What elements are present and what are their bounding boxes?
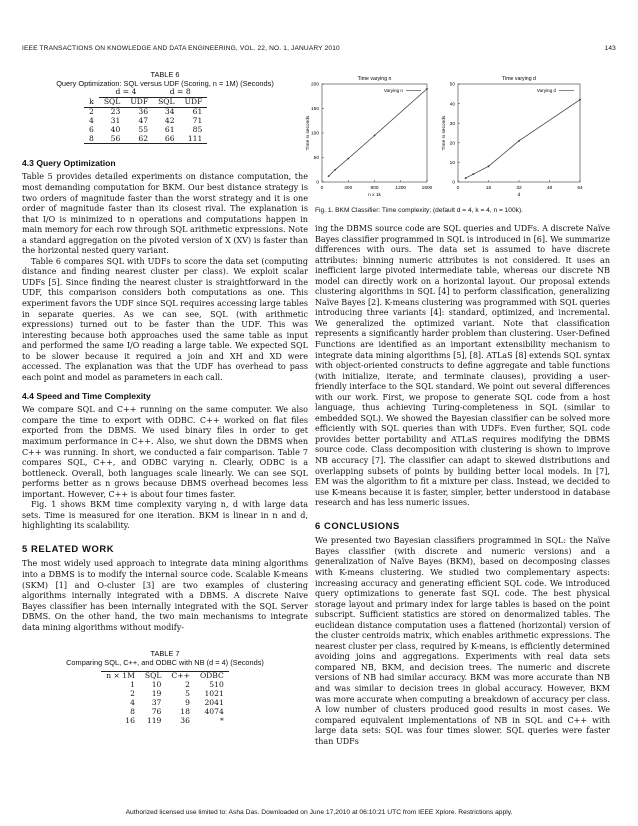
x-axis-label: d — [517, 193, 521, 198]
related-work-continued: ing the DBMS source code are SQL queries and UDFs. A discrete Naïve Bayes classifier programmed in SQL is introduced in [6]. We summarize differences with ours. The data set is assumed to have discrete attributes: binning numeric attributes is not considered. It uses an inefficient large pivoted intermediate table, whereas our discrete NB model can directly work on a horizontal layout. Our proposal extends clustering algorithms in SQL [4] to perform classification, generalizing Naïve Bayes [2]. K-means clustering was programmed with SQL queries introducing three variants [4]: standard, optimized, and incremental. We generalized the optimized variant. Note that classification represents a significantly harder problem than clustering. User-Defined Functions are identified as an important extensibility mechanism to integrate data mining algorithms [5], [8]. ATLaS [8] extends SQL syntax with object-oriented constructs to define aggregate and table functions (with initialize, iterate, and terminate clauses), providing a user-friendly interface to the SQL standard. We point out several differences with our work. First, we propose to generate SQL code from a host language, thus achieving Turing-completeness in SQL (similar to embedded SQL). We showed the Bayesian classifier can be solved more efficiently with SQL queries than with UDFs. Even further, SQL code provides better portability and ATLaS requires modifying the DBMS source code. Class decomposition with clustering is shown to improve NB accuracy [7]. The classifier can adapt to skewed distributions and overlapping subsets of points by building better local models. In [7], EM was the algorithm to fit a mixture per class. Instead, we decided to use K-means because it is faster, simpler, better understood in database research and has less numeric issues. — [315, 224, 610, 508]
table-row: 8 56 62 66 111 — [84, 135, 207, 144]
right-column — [315, 224, 610, 747]
table6-group-header: d = 4 — [99, 88, 153, 97]
table7-col-header: C++ — [166, 672, 195, 681]
legend-label: Varying d — [536, 88, 556, 93]
data-point — [465, 177, 467, 179]
conclusions-paragraph: We presented two Bayesian classifiers programmed in SQL: the Naïve Bayes classifier (with discrete and numeric versions) and a generalization of Naïve Bayes (BKM), based on decomposing classes with K-means clustering. We studied two complementary aspects: increasing accuracy and generating efficient SQL code. We introduced query optimizations to generate fast SQL code. The best physical storage layout and primary index for large tables is based on the point subscript. Sufficient statistics are stored on denormalized tables. The euclidean distance computation uses a flattened (horizontal) version of the cluster centroids matrix, which enables arithmetic expressions. The nearest cluster per class, required by K-means, is efficiently determined avoiding joins and aggregations. Experiments with real data sets compared NB, BKM, and decision trees. The numeric and discrete versions of NB had similar accuracy. BKM was more accurate than NB and was similar to decision trees in global accuracy. However, BKM was more accurate when computing a breakdown of accuracy per class. A low number of clusters produced good results in most cases. We compared equivalent implementations of NB in SQL and C++ with large data sets: SQL was four times slower. SQL queries were faster than UDFs — [315, 536, 610, 746]
table-row: 6 40 55 61 85 — [89, 124, 203, 134]
data-point — [426, 88, 428, 90]
section-4-3-paragraph: Table 6 compares SQL with UDFs to score the data set (computing distance and finding nearest cluster per class). We exploit scalar UDFs [5]. Since finding the nearest cluster is straightforward in the UDF, this comparison considers both computations as one. This experiment favors the UDF since SQL requires accessing large tables in separate queries. As we can see, SQL (with arithmetic expressions) turned out to be faster than the UDF. This was interesting because both approaches used the same table as input and performed the same I/O reading a large table. We expected SQL to be slower because it required a join and XH and XD were accessed. The explanation was that the UDF has overhead to pass each point and model as parameters in each call. — [22, 256, 308, 382]
table7-col-header: SQL — [140, 672, 166, 681]
page-number: 143 — [604, 45, 616, 52]
table7-col-header: n × 1M — [101, 672, 140, 681]
table6-col-header: UDF — [125, 97, 153, 107]
x-tick-label: 1600 — [421, 186, 433, 191]
table-row: 4 37 9 2041 — [130, 698, 224, 708]
table6-col-header: UDF — [180, 97, 208, 107]
x-tick-label: 16 — [485, 186, 492, 191]
journal-header: IEEE TRANSACTIONS ON KNOWLEDGE AND DATA ENGINEERING, VOL. 22, NO. 1, JANUARY 2010 — [22, 45, 340, 52]
table6-col-header: SQL — [153, 97, 179, 107]
section-4-4-paragraph: Fig. 1 shows BKM time complexity varying n, d with large data sets. Time is measured for one iteration. BKM is linear in n and d, highlighting its scalability. — [22, 500, 308, 531]
x-tick-label: 0 — [456, 186, 460, 191]
table7-caption: Comparing SQL, C++, and ODBC with NB (d = 4) (Seconds) — [66, 658, 264, 668]
y-tick-label: 0 — [316, 180, 319, 186]
left-column — [22, 70, 308, 726]
table6-group-header: d = 8 — [153, 88, 207, 97]
table-row: 1 10 2 510 — [130, 680, 224, 690]
section-4-4-paragraph: We compare SQL and C++ running on the same computer. We also compare the time to export with ODBC. C++ worked on flat files exported from the DBMS. We used binary files in order to get maximum performance in C++. Also, we shut down the DBMS when C++ was running. In short, we conducted a fair comparison. Table 7 compares SQL, C++, and ODBC varying n. Clearly, ODBC is a bottleneck. Overall, both languages scale linearly. We can see SQL performs better as n grows because DBMS overhead becomes less important. However, C++ is about four times faster. — [22, 405, 308, 499]
section-5-paragraph: The most widely used approach to integrate data mining algorithms into a DBMS is to modify the internal source code. Scalable K-means (SKM) [1] and O-cluster [3] are two examples of clustering algorithms internally integrated with a DBMS. A discrete Naive Bayes classifier has been internally integrated with the SQL Server DBMS. On the other hand, the two main mechanisms to integrate data mining algorithms without modify- — [22, 559, 308, 632]
series-line — [466, 100, 580, 178]
y-tick-label: 30 — [449, 121, 455, 127]
y-tick-label: 0 — [452, 180, 455, 186]
y-axis-label: Time in seconds — [306, 115, 311, 151]
section-6-title: 6 CONCLUSIONS — [315, 519, 400, 531]
table7-label: TABLE 7 — [150, 649, 180, 659]
section-4-3-paragraph: Table 5 provides detailed experiments on distance computation, the most demanding computation for BKM. Our best distance strategy is two orders of magnitude faster than the worst strategy and it is one order of magnitude faster than its closest rival. The explanation is that I/O is minimized to n operations and computations happen in main memory for each row through SQL arithmetic expressions. Note a standard aggregation on the pivoted version of X (XV) is faster than the horizontal nested query variant. — [22, 172, 308, 256]
running-header — [22, 45, 616, 52]
table7-col-header: ODBC — [195, 672, 229, 681]
y-tick-label: 100 — [310, 131, 319, 137]
x-tick-label: 48 — [546, 186, 553, 191]
figure-1-charts — [300, 70, 630, 205]
x-tick-label: 800 — [370, 186, 379, 191]
x-axis-label: n x 1k — [368, 193, 381, 198]
y-tick-label: 200 — [310, 82, 319, 88]
y-tick-label: 20 — [449, 141, 455, 147]
footer-license: Authorized licensed use limited to: Asha Das. Downloaded on June 17,2010 at 06:10:21 UTC from IEEE Xplore. Restrictions apply. — [125, 809, 513, 816]
chart-frame — [458, 84, 580, 182]
table7 — [101, 671, 229, 725]
data-point — [518, 140, 520, 142]
table-row: 2 19 5 1021 — [130, 689, 224, 699]
y-tick-label: 10 — [449, 161, 455, 167]
table6-label: TABLE 6 — [150, 70, 180, 79]
y-tick-label: 40 — [449, 102, 455, 108]
figure-1 — [300, 70, 630, 220]
section-4-3-title: 4.3 Query Optimization — [22, 158, 116, 169]
x-tick-label: 1200 — [395, 186, 407, 191]
x-tick-label: 32 — [516, 186, 522, 191]
table6-col-header: k — [84, 97, 99, 107]
data-point — [488, 165, 490, 167]
y-tick-label: 150 — [310, 107, 319, 113]
table-row: 8 76 18 4074 — [130, 706, 224, 716]
data-point — [347, 158, 349, 160]
section-4-4-title: 4.4 Speed and Time Complexity — [22, 391, 151, 402]
table6 — [84, 88, 207, 144]
table-row: 16 119 36 * — [125, 715, 224, 725]
table-row: 2 23 36 34 61 — [89, 106, 203, 116]
y-tick-label: 50 — [313, 156, 319, 162]
table-row: 4 31 47 42 71 — [89, 115, 203, 125]
table6-caption: Query Optimization: SQL versus UDF (Scoring, n = 1M) (Seconds) — [56, 79, 274, 88]
table6-col-header: SQL — [99, 97, 125, 107]
x-tick-label: 64 — [577, 186, 583, 191]
chart-title: Time varying d — [502, 76, 536, 82]
x-tick-label: 0 — [320, 186, 324, 191]
legend-label: Varying n — [383, 88, 403, 93]
data-point — [374, 135, 376, 137]
data-point — [328, 175, 330, 177]
data-point — [472, 173, 474, 175]
y-tick-label: 50 — [449, 82, 455, 88]
section-5-title: 5 RELATED WORK — [22, 542, 115, 554]
x-tick-label: 400 — [344, 186, 353, 191]
data-point — [334, 169, 336, 171]
series-line — [329, 89, 427, 176]
data-point — [579, 99, 581, 101]
y-axis-label: Time in seconds — [442, 115, 447, 151]
chart-title: Time varying n — [357, 76, 392, 82]
figure-1-caption: Fig. 1. BKM Classifier: Time complexity; (default d = 4, k = 4, n = 100k). — [315, 207, 523, 214]
